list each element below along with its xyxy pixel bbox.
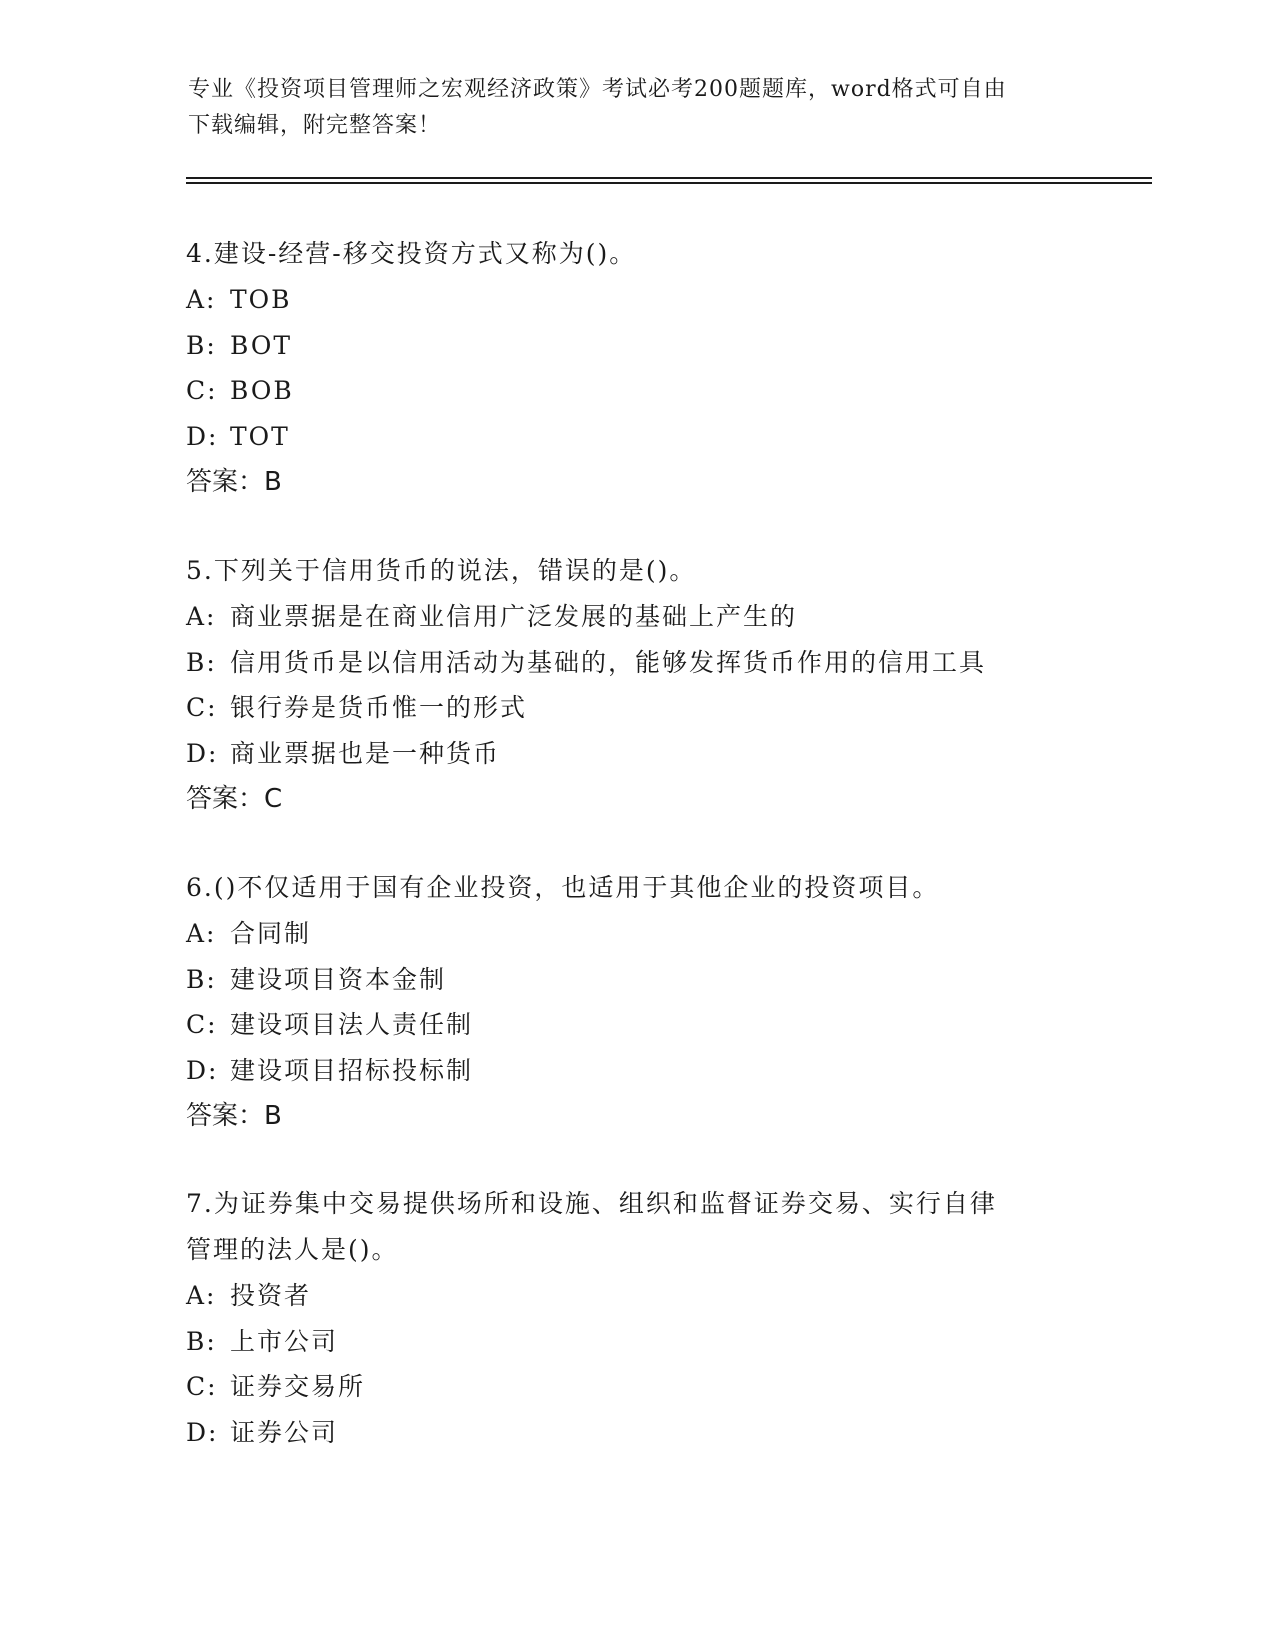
option-text: TOT — [230, 421, 290, 451]
question-4 — [186, 231, 1086, 505]
option-letter: A: — [186, 919, 217, 948]
option-text: 上市公司 — [230, 1326, 339, 1356]
option-c — [186, 685, 1086, 731]
question-stem: 7.为证券集中交易提供场所和设施、组织和监督证券交易、实行自律 管理的法人是()。 — [186, 1189, 997, 1264]
option-text: BOB — [230, 376, 294, 405]
option-letter: A: — [186, 285, 217, 314]
option-c — [186, 1002, 1086, 1048]
question-6 — [186, 865, 1086, 1139]
option-letter: B: — [186, 1326, 217, 1356]
option-c — [186, 368, 1086, 414]
option-a — [186, 277, 1086, 323]
option-text: 信用货币是以信用活动为基础的，能够发挥货币作用的信用工具 — [230, 647, 987, 677]
option-text: 建设项目资本金制 — [230, 964, 447, 994]
header-rule-top — [186, 177, 1152, 179]
option-letter: B: — [186, 330, 217, 360]
option-text: TOB — [230, 285, 292, 314]
option-letter: C: — [186, 693, 218, 722]
option-b — [186, 640, 1086, 686]
option-a — [186, 1273, 1086, 1319]
question-stem: 5.下列关于信用货币的说法，错误的是()。 — [186, 556, 697, 585]
question-stem: 4.建设-经营-移交投资方式又称为()。 — [186, 239, 637, 268]
option-text: 商业票据也是一种货币 — [230, 738, 501, 768]
header-line-2: 下载编辑，附完整答案！ — [188, 113, 442, 138]
answer: 答案：C — [186, 784, 283, 814]
option-a — [186, 911, 1086, 957]
question-7 — [186, 1181, 1086, 1455]
option-letter: C: — [186, 376, 218, 405]
option-text: BOT — [230, 330, 293, 360]
answer: 答案：B — [186, 467, 282, 497]
option-b — [186, 323, 1086, 369]
option-text: 证券公司 — [230, 1417, 339, 1447]
option-letter: A: — [186, 602, 217, 631]
option-d — [186, 414, 1086, 460]
option-letter: C: — [186, 1010, 218, 1039]
option-d — [186, 731, 1086, 777]
option-letter: D: — [186, 1055, 219, 1085]
header-rule-bottom — [186, 182, 1152, 184]
question-5 — [186, 548, 1086, 822]
option-d — [186, 1410, 1086, 1456]
option-letter: B: — [186, 964, 217, 994]
option-letter: C: — [186, 1372, 218, 1401]
option-text: 证券交易所 — [230, 1372, 366, 1401]
option-letter: B: — [186, 647, 217, 677]
answer: 答案：B — [186, 1101, 282, 1131]
option-d — [186, 1048, 1086, 1094]
option-text: 银行券是货币惟一的形式 — [230, 693, 528, 722]
document-header — [188, 72, 1088, 144]
option-text: 建设项目招标投标制 — [230, 1055, 474, 1085]
option-letter: D: — [186, 738, 219, 768]
option-letter: D: — [186, 421, 219, 451]
option-b — [186, 1319, 1086, 1365]
question-stem: 6.()不仅适用于国有企业投资，也适用于其他企业的投资项目。 — [186, 873, 940, 902]
option-text: 投资者 — [230, 1281, 312, 1310]
option-c — [186, 1364, 1086, 1410]
option-text: 商业票据是在商业信用广泛发展的基础上产生的 — [230, 602, 798, 631]
header-line-1: 专业《投资项目管理师之宏观经济政策》考试必考200题题库，word格式可自由 — [188, 77, 1007, 102]
option-b — [186, 957, 1086, 1003]
option-text: 建设项目法人责任制 — [230, 1010, 474, 1039]
option-text: 合同制 — [230, 919, 312, 948]
option-a — [186, 594, 1086, 640]
option-letter: A: — [186, 1281, 217, 1310]
option-letter: D: — [186, 1417, 219, 1447]
